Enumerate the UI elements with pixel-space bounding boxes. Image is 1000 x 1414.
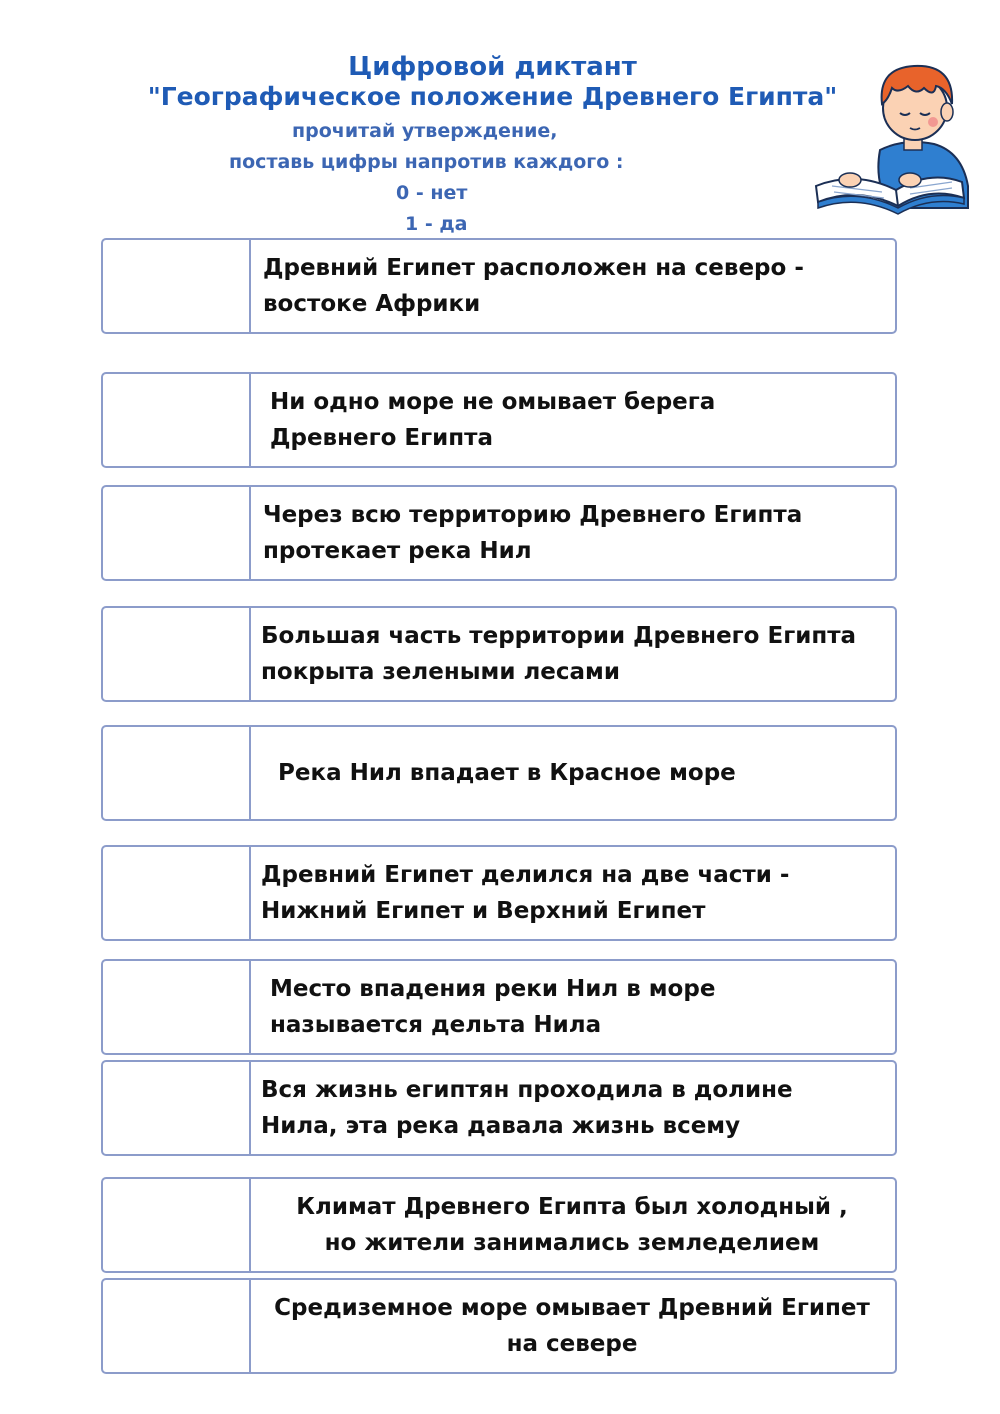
statement-row <box>101 606 897 702</box>
statement-row <box>101 1177 897 1273</box>
instruction-line-2: поставь цифры напротив каждого : <box>229 151 624 173</box>
statement-text: Вся жизнь египтян проходила в долине Нила, эта река давала жизнь всему <box>261 1077 793 1139</box>
answer-option-yes: 1 - да <box>405 213 468 235</box>
statement-text: Место впадения реки Нил в море называется дельта Нила <box>270 976 716 1038</box>
statement-row <box>101 1060 897 1156</box>
answer-cell[interactable] <box>103 487 251 579</box>
statement-row <box>101 845 897 941</box>
worksheet-header <box>0 0 1000 240</box>
statement-text-cell <box>253 608 891 700</box>
statement-text: Древний Египет делился на две части - Нижний Египет и Верхний Египет <box>261 862 790 924</box>
statement-text-cell <box>253 374 891 466</box>
answer-cell[interactable] <box>103 1062 251 1154</box>
statement-text-cell <box>253 847 891 939</box>
boy-reading-book-icon <box>812 58 972 228</box>
statement-text-cell <box>253 961 891 1053</box>
answer-cell[interactable] <box>103 847 251 939</box>
statement-row <box>101 725 897 821</box>
statement-text: Средиземное море омывает Древний Египет на севере <box>274 1295 870 1357</box>
answer-cell[interactable] <box>103 374 251 466</box>
worksheet-title: Цифровой диктант <box>348 52 637 82</box>
statement-row <box>101 238 897 334</box>
statement-text: Большая часть территории Древнего Египта покрыта зелеными лесами <box>261 623 857 685</box>
answer-cell[interactable] <box>103 1280 251 1372</box>
statement-text-cell <box>253 1062 891 1154</box>
statement-row <box>101 372 897 468</box>
statement-text-cell <box>253 487 891 579</box>
statement-text: Климат Древнего Египта был холодный , но жители занимались земледелием <box>296 1194 848 1256</box>
statement-text: Через всю территорию Древнего Египта протекает река Нил <box>263 502 803 564</box>
worksheet-subtitle: "Географическое положение Древнего Египта" <box>147 82 838 111</box>
statement-text: Ни одно море не омывает берега Древнего Египта <box>270 389 716 451</box>
statement-row <box>101 1278 897 1374</box>
instruction-line-1: прочитай утверждение, <box>292 120 558 142</box>
answer-cell[interactable] <box>103 961 251 1053</box>
statement-text-cell <box>253 1280 891 1372</box>
answer-cell[interactable] <box>103 1179 251 1271</box>
statement-text-cell <box>253 727 891 819</box>
statement-text-cell <box>253 1179 891 1271</box>
answer-cell[interactable] <box>103 727 251 819</box>
statement-text: Река Нил впадает в Красное море <box>278 760 736 786</box>
statement-row <box>101 959 897 1055</box>
answer-cell[interactable] <box>103 240 251 332</box>
answer-option-no: 0 - нет <box>396 182 468 204</box>
statement-text-cell <box>253 240 891 332</box>
statement-text: Древний Египет расположен на северо - востоке Африки <box>263 255 804 317</box>
answer-cell[interactable] <box>103 608 251 700</box>
statement-row <box>101 485 897 581</box>
